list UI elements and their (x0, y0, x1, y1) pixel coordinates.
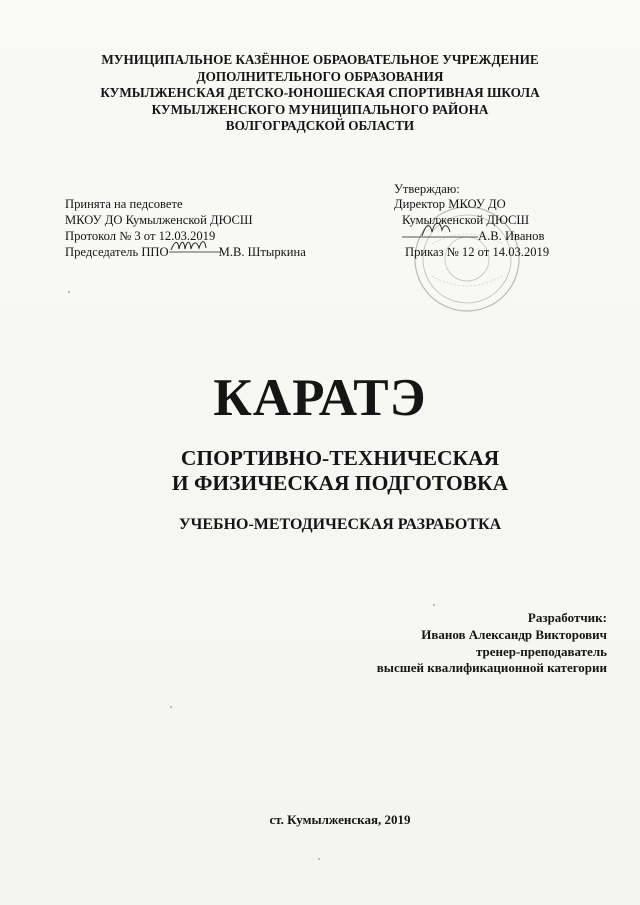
institution-header (40, 52, 600, 135)
header-line-2: ДОПОЛНИТЕЛЬНОГО ОБРАЗОВАНИЯ (196, 68, 444, 84)
scan-speck (318, 858, 320, 860)
document-type: УЧЕБНО-МЕТОДИЧЕСКАЯ РАЗРАБОТКА (178, 516, 502, 533)
chair-prefix: Председатель ППО (65, 245, 169, 260)
header-line-5: ВОЛГОГРАДСКОЙ ОБЛАСТИ (225, 118, 415, 133)
approval-block (394, 182, 614, 260)
subtitle-line-2: И ФИЗИЧЕСКАЯ ПОДГОТОВКА (171, 471, 509, 495)
developer-name: Иванов Александр Викторович (421, 626, 607, 642)
place-year: ст. Кумылженская, 2019 (269, 812, 411, 827)
approval-position: Директор МКОУ ДО (394, 197, 506, 212)
chair-signature-icon (169, 244, 219, 256)
developer-block (287, 610, 607, 677)
director-signature-line (394, 228, 614, 244)
approval-heading: Утверждаю: (394, 182, 460, 196)
approval-organization: Кумылженской ДЮСШ (402, 212, 530, 227)
developer-label: Разработчик: (527, 610, 607, 625)
document-subtitle (0, 446, 640, 496)
developer-category: высшей квалификационной категории (376, 660, 607, 676)
developer-position: тренер-преподаватель (475, 643, 607, 659)
adoption-line-2: МКОУ ДО Кумылженской ДЮСШ (65, 212, 253, 227)
adoption-chair-line (65, 244, 355, 261)
document-title: КАРАТЭ (213, 369, 427, 427)
director-name: А.В. Иванов (478, 229, 545, 244)
header-line-3: КУМЫЛЖЕНСКАЯ ДЕТСКО-ЮНОШЕСКАЯ СПОРТИВНАЯ ШКОЛА (100, 85, 540, 100)
scan-speck (170, 706, 172, 708)
header-line-1: МУНИЦИПАЛЬНОЕ КАЗЁННОЕ ОБРАОВАТЕЛЬНОЕ УЧРЕЖДЕНИЕ (101, 52, 539, 67)
adoption-line-1: Принята на педсовете (65, 197, 183, 211)
scan-speck (433, 604, 435, 606)
header-line-4: КУМЫЛЖЕНСКОГО МУНИЦИПАЛЬНОГО РАЙОНА (151, 101, 489, 117)
director-signature-icon (402, 228, 478, 240)
adoption-block (65, 197, 355, 261)
adoption-protocol: Протокол № 3 от 12.03.2019 (65, 228, 216, 243)
chair-name: М.В. Штыркина (218, 245, 306, 260)
subtitle-line-1: СПОРТИВНО-ТЕХНИЧЕСКАЯ (180, 446, 500, 470)
approval-order: Приказ № 12 от 14.03.2019 (405, 244, 550, 259)
scan-speck (68, 291, 70, 293)
